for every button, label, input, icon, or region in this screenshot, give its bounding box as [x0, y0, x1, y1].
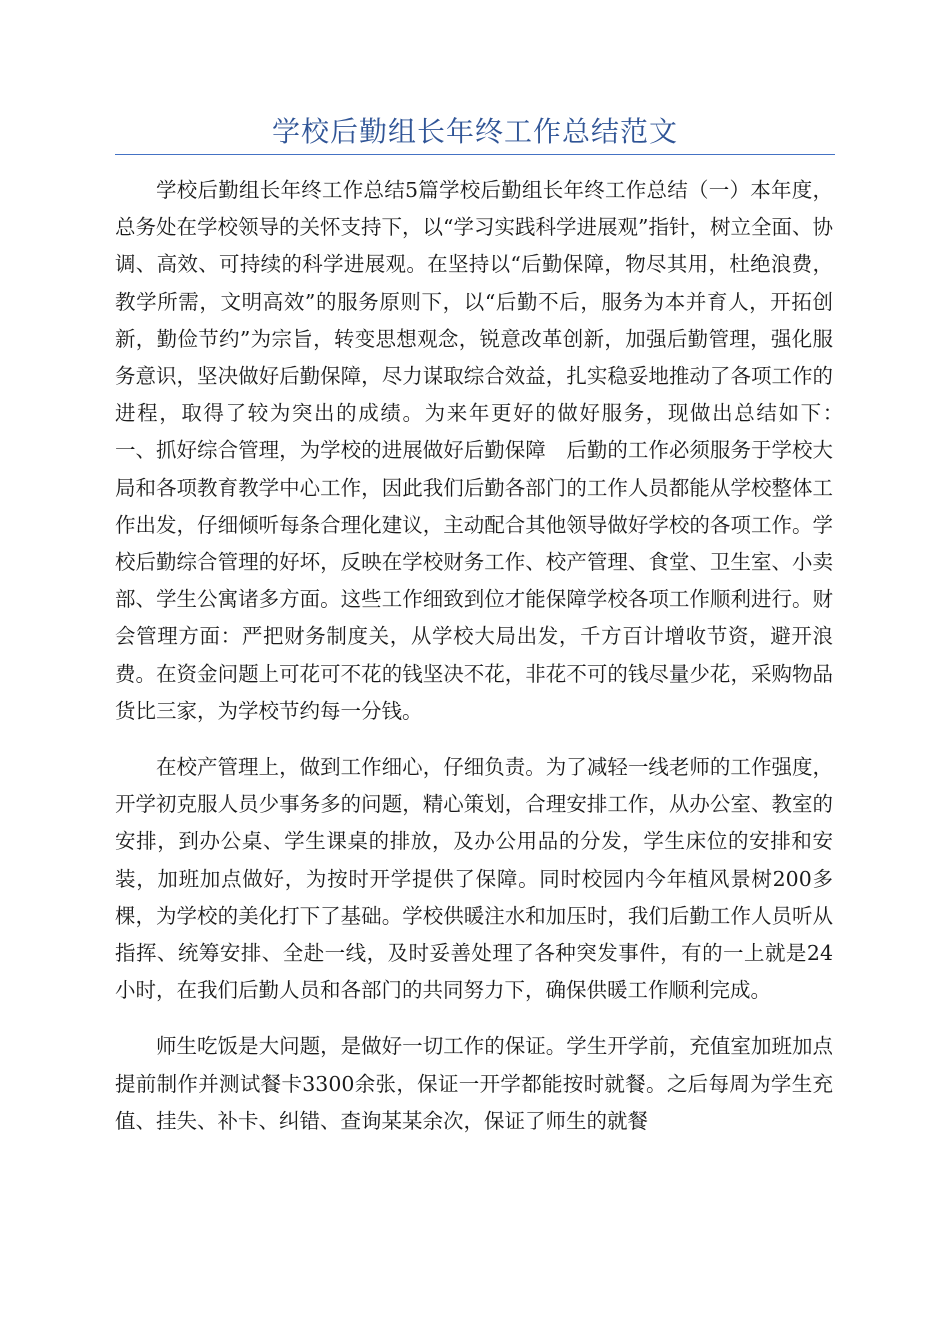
document-body: [115, 172, 874, 1140]
page-title: 学校后勤组长年终工作总结范文: [271, 115, 678, 148]
paragraph-1: 学校后勤组长年终工作总结5篇学校后勤组长年终工作总结（一）本年度，总务处在学校领导的关怀支持下，以“学习实践科学进展观”指针，树立全面、协调、高效、可持续的科学进展观。在坚持以“后勤保障，物尽其用，杜绝浪费，教学所需，文明高效”的服务原则下，以“后勤不后，服务为本并育人，开拓创新，勤俭节约”为宗旨，转变思想观念，锐意改革创新，加强后勤管理，强化服务意识，坚决做好后勤保障，尽力谋取综合效益，扎实稳妥地推动了各项工作的进程，取得了较为突出的成绩。为来年更好的做好服务，现做出总结如下： 一、抓好综合管理，为学校的进展做好后勤保障 后勤的工作必须服务于学校大局和各项教育教学中心工作，因此我们后勤各部门的工作人员都能从学校整体工作出发，仔细倾听每条合理化建议，主动配合其他领导做好学校的各项工作。学校后勤综合管理的好坏，反映在学校财务工作、校产管理、食堂、卫生室、小卖部、学生公寓诸多方面。这些工作细致到位才能保障学校各项工作顺利进行。财会管理方面：严把财务制度关，从学校大局出发，千方百计增收节资，避开浪费。在资金问题上可花可不花的钱坚决不花，非花不可的钱尽量少花，采购物品货比三家，为学校节约每一分钱。: [115, 178, 874, 723]
paragraph-3: 师生吃饭是大问题，是做好一切工作的保证。学生开学前，充值室加班加点提前制作并测试餐卡3300余张，保证一开学都能按时就餐。之后每周为学生充值、挂失、补卡、纠错、查询某某余次，保证了师生的就餐: [115, 1034, 833, 1133]
title-underline: [115, 154, 835, 155]
paragraph-2: 在校产管理上，做到工作细心，仔细负责。为了减轻一线老师的工作强度，开学初克服人员少事务多的问题，精心策划，合理安排工作，从办公室、教室的安排，到办公桌、学生课桌的排放，及办公用品的分发，学生床位的安排和安装，加班加点做好，为按时开学提供了保障。同时校园内今年植风景树200多棵，为学校的美化打下了基础。学校供暖注水和加压时，我们后勤工作人员听从指挥、统筹安排、全赴一线，及时妥善处理了各种突发事件，有的一上就是24小时，在我们后勤人员和各部门的共同努力下，确保供暖工作顺利完成。: [115, 755, 833, 1003]
